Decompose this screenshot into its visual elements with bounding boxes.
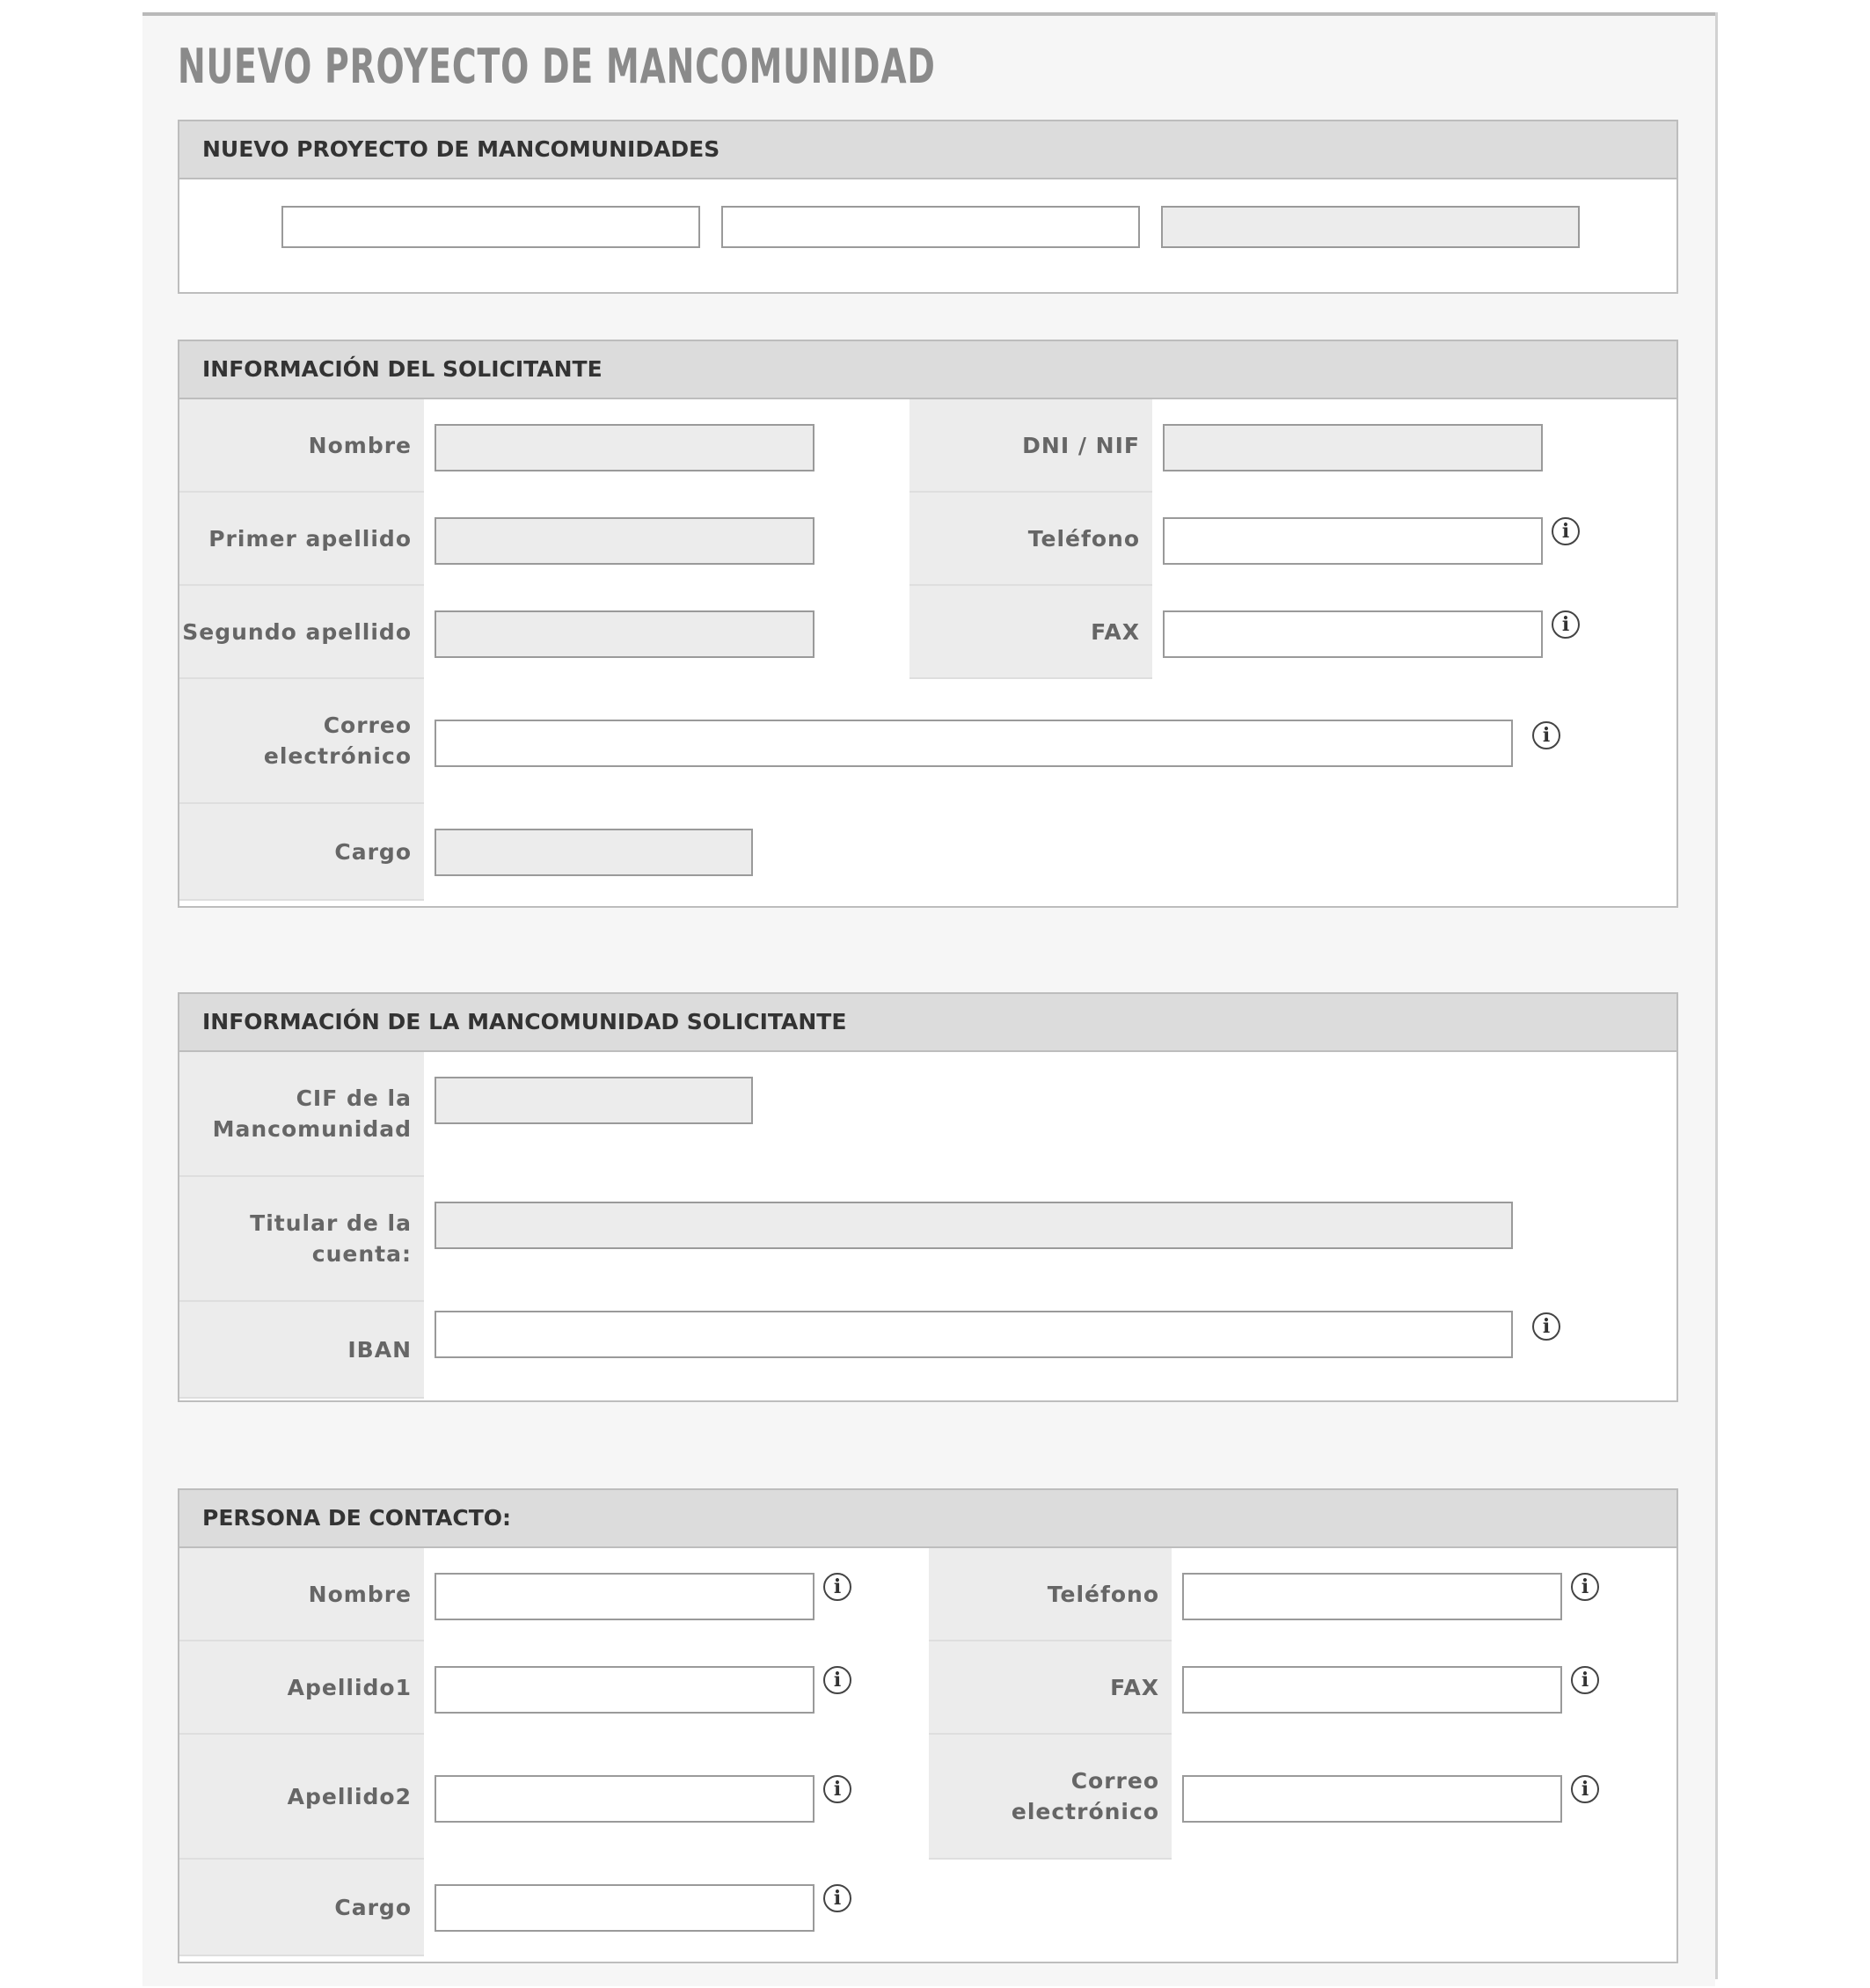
- contacto-correo-field[interactable]: [1182, 1775, 1562, 1823]
- label-contacto-nombre: Nombre: [179, 1548, 424, 1641]
- proyecto-field-2[interactable]: [721, 206, 1140, 248]
- dni-field[interactable]: [1163, 424, 1543, 471]
- label-fax: FAX: [909, 586, 1152, 679]
- correo-field[interactable]: [435, 720, 1513, 767]
- label-contacto-cargo: Cargo: [179, 1860, 424, 1956]
- info-icon[interactable]: i: [1571, 1573, 1599, 1601]
- fax-field[interactable]: [1163, 610, 1543, 658]
- segundo-apellido-field[interactable]: [435, 610, 814, 658]
- contacto-cargo-field[interactable]: [435, 1884, 814, 1932]
- cif-field[interactable]: [435, 1077, 753, 1124]
- label-correo: Correo electrónico: [179, 679, 424, 804]
- info-icon[interactable]: i: [823, 1884, 851, 1912]
- titular-field[interactable]: [435, 1202, 1513, 1249]
- contacto-apellido1-field[interactable]: [435, 1666, 814, 1714]
- label-iban: IBAN: [179, 1302, 424, 1399]
- label-contacto-telefono: Teléfono: [929, 1548, 1172, 1641]
- panel-nuevo-proyecto: [178, 120, 1678, 294]
- info-icon[interactable]: i: [823, 1573, 851, 1601]
- form-page: [142, 12, 1715, 1986]
- label-cargo: Cargo: [179, 804, 424, 901]
- panel-solicitante: [178, 340, 1678, 908]
- label-primer-apellido: Primer apellido: [179, 493, 424, 586]
- label-dni: DNI / NIF: [909, 399, 1152, 493]
- info-icon[interactable]: i: [1571, 1666, 1599, 1694]
- panel-header: INFORMACIÓN DEL SOLICITANTE: [179, 341, 1676, 399]
- nombre-field[interactable]: [435, 424, 814, 471]
- contacto-fax-field[interactable]: [1182, 1666, 1562, 1714]
- panel-header: NUEVO PROYECTO DE MANCOMUNIDADES: [179, 121, 1676, 179]
- info-icon[interactable]: i: [1532, 1312, 1560, 1341]
- label-segundo-apellido: Segundo apellido: [179, 586, 424, 679]
- iban-field[interactable]: [435, 1311, 1513, 1358]
- proyecto-field-3[interactable]: [1161, 206, 1580, 248]
- label-telefono: Teléfono: [909, 493, 1152, 586]
- label-contacto-fax: FAX: [929, 1641, 1172, 1735]
- contacto-nombre-field[interactable]: [435, 1573, 814, 1620]
- info-icon[interactable]: i: [1552, 517, 1580, 545]
- label-nombre: Nombre: [179, 399, 424, 493]
- contacto-telefono-field[interactable]: [1182, 1573, 1562, 1620]
- panel-header: INFORMACIÓN DE LA MANCOMUNIDAD SOLICITANTE: [179, 994, 1676, 1052]
- page-title: NUEVO PROYECTO DE MANCOMUNIDAD: [178, 39, 936, 94]
- label-contacto-correo: Correo electrónico: [929, 1735, 1172, 1860]
- info-icon[interactable]: i: [1552, 610, 1580, 639]
- panel-mancomunidad: [178, 992, 1678, 1402]
- contacto-apellido2-field[interactable]: [435, 1775, 814, 1823]
- info-icon[interactable]: i: [1532, 721, 1560, 749]
- label-contacto-apellido1: Apellido1: [179, 1641, 424, 1735]
- primer-apellido-field[interactable]: [435, 517, 814, 565]
- cargo-field[interactable]: [435, 829, 753, 876]
- info-icon[interactable]: i: [1571, 1775, 1599, 1803]
- panel-header: PERSONA DE CONTACTO:: [179, 1490, 1676, 1548]
- page-border: [1715, 12, 1718, 1979]
- proyecto-field-1[interactable]: [281, 206, 700, 248]
- info-icon[interactable]: i: [823, 1775, 851, 1803]
- panel-contacto: [178, 1488, 1678, 1963]
- label-titular: Titular de la cuenta:: [179, 1177, 424, 1302]
- info-icon[interactable]: i: [823, 1666, 851, 1694]
- label-contacto-apellido2: Apellido2: [179, 1735, 424, 1860]
- telefono-field[interactable]: [1163, 517, 1543, 565]
- label-cif: CIF de la Mancomunidad: [179, 1052, 424, 1177]
